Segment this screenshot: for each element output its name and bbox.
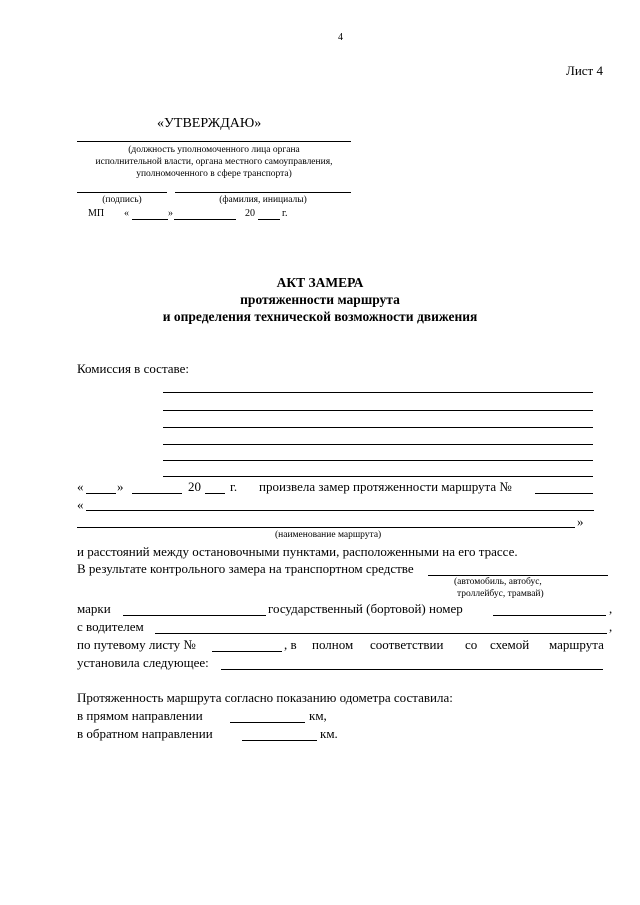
route-close-quote: » [577,514,584,529]
forward-unit: км, [309,708,327,723]
route-name-caption: (наименование маршрута) [275,530,382,540]
established-label: установила следующее: [77,655,209,670]
approval-year-field[interactable] [258,219,280,220]
position-caption-1: (должность уполномоченного лица органа [128,145,300,155]
act-title-line-3: и определения технической возможности движения [162,309,478,324]
stamp-label: МП [88,208,105,219]
approval-year-suffix: г. [282,208,288,219]
measure-year-field[interactable] [205,493,225,494]
word-with: со [465,637,478,652]
brand-field[interactable] [123,615,266,616]
waybill-comma: , в [284,637,297,652]
route-open-quote: « [77,497,84,512]
commission-member-line-6[interactable] [163,476,593,477]
measure-day-field[interactable] [86,493,116,494]
position-caption-2: исполнительной власти, органа местного самоуправления, [95,157,333,167]
measurement-text: произвела замер протяженности маршрута № [259,479,512,494]
control-text: В результате контрольного замера на транспортном средстве [77,561,414,576]
commission-member-line-1[interactable] [163,392,593,393]
route-number-field[interactable] [535,493,593,494]
vehicle-caption-2: троллейбус, трамвай) [457,589,544,599]
route-name-line-2[interactable] [77,527,575,528]
sheet-label: Лист 4 [566,63,603,78]
word-accordance: соответствии [370,637,444,652]
commission-member-line-4[interactable] [163,444,593,445]
word-route: маршрута [549,637,604,652]
commission-member-line-5[interactable] [163,460,593,461]
position-caption-3: уполномоченного в сфере транспорта) [136,169,292,179]
approval-date-close-quote: » [168,208,173,219]
odometer-text: Протяженность маршрута согласно показанию одометра составила: [77,690,453,705]
commission-label: Комиссия в составе: [77,361,189,376]
approval-heading: «УТВЕРЖДАЮ» [157,116,262,131]
backward-label: в обратном направлении [77,726,213,741]
forward-km-field[interactable] [230,722,305,723]
vehicle-caption-1: (автомобиль, автобус, [454,577,542,587]
page-number: 4 [338,32,343,43]
approval-date-open-quote: « [124,208,129,219]
signature-caption: (подпись) [102,195,142,205]
approval-year-prefix: 20 [245,208,255,219]
driver-label: с водителем [77,619,144,634]
measure-date-open-quote: « [77,479,84,494]
brand-label: марки [77,601,111,616]
name-caption: (фамилия, инициалы) [219,195,307,205]
established-field[interactable] [221,669,603,670]
name-line [175,192,351,193]
approval-month-field[interactable] [174,219,236,220]
vehicle-type-field[interactable] [428,575,608,576]
route-name-line-1[interactable] [86,510,594,511]
backward-unit: км. [320,726,338,741]
act-title-line-2: протяженности маршрута [240,292,400,307]
measure-date-close-quote: » [117,479,124,494]
forward-label: в прямом направлении [77,708,203,723]
word-full: полном [312,637,354,652]
reg-number-label: государственный (бортовой) номер [268,601,463,616]
approval-day-field[interactable] [132,219,168,220]
waybill-label: по путевому листу № [77,637,196,652]
driver-comma: , [609,619,613,634]
commission-member-line-2[interactable] [163,410,593,411]
word-scheme: схемой [490,637,530,652]
measure-month-field[interactable] [132,493,182,494]
commission-member-line-3[interactable] [163,427,593,428]
driver-field[interactable] [155,633,607,634]
position-line [77,141,351,142]
measure-year-prefix: 20 [188,479,201,494]
waybill-number-field[interactable] [212,651,282,652]
distances-text: и расстояний между остановочными пунктами, расположенными на его трассе. [77,544,518,559]
backward-km-field[interactable] [242,740,317,741]
reg-number-field[interactable] [493,615,606,616]
measure-year-suffix: г. [230,479,238,494]
signature-line [77,192,167,193]
act-title-line-1: АКТ ЗАМЕРА [276,275,364,290]
brand-comma: , [609,601,613,616]
